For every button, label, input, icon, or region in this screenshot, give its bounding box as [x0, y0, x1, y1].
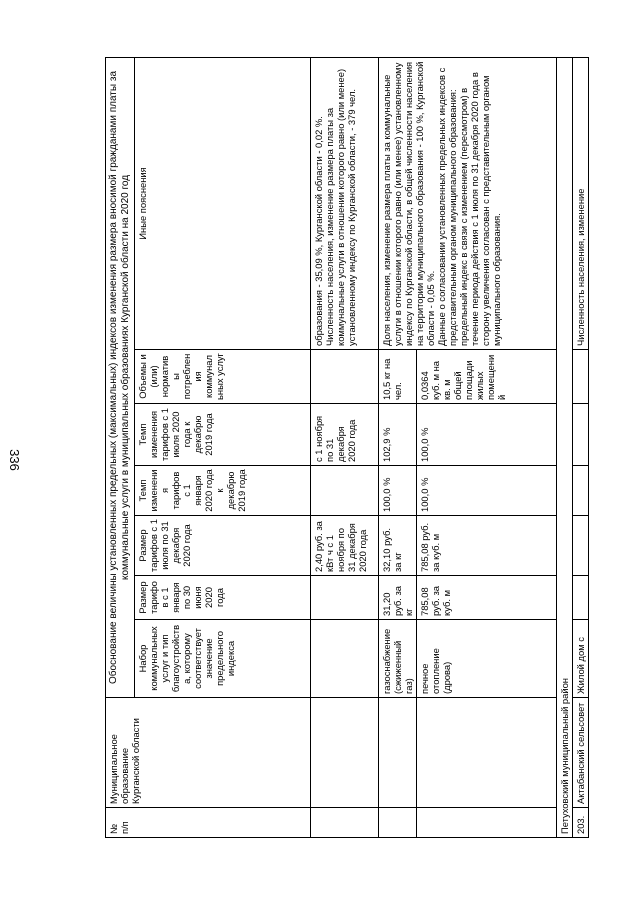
- cell-municipality: [379, 698, 417, 808]
- header-row-1: [106, 57, 135, 837]
- header-volumes: Объемы и (или) нормативы потребления коммунальных услуг: [135, 350, 311, 404]
- cell-services: Жилой дом с: [573, 620, 589, 698]
- cell-num: [417, 808, 557, 838]
- cell-volumes: 0,0364 куб. м на кв. м общей площади жилых помещений: [417, 350, 557, 404]
- cell-municipality: Актабанский сельсовет: [573, 698, 589, 808]
- cell-rate-jul: 102,9 %: [379, 404, 417, 466]
- cell-rate-jan: [311, 466, 379, 516]
- header-tariff-jul: Размер тарифов с 1 июля по 31 декабря 2020 года: [135, 516, 311, 576]
- header-tariff-jan: Размер тарифов с 1 января по 30 июня 2020 года: [135, 576, 311, 620]
- table-row: [573, 57, 589, 837]
- header-num: № п/п: [106, 808, 311, 838]
- cell-services: газоснабжение (сжиженный газ): [379, 620, 417, 698]
- cell-tariff-jul: [573, 516, 589, 576]
- cell-num: 203.: [573, 808, 589, 838]
- header-municipality: Муниципальное образование Курганской области: [106, 698, 311, 808]
- cell-tariff-jul: 785,08 руб. за куб. м: [417, 516, 557, 576]
- cell-tariff-jan: [311, 576, 379, 620]
- district-name: Петуховский муниципальный район: [557, 57, 573, 837]
- table-row: [311, 57, 379, 837]
- cell-services: [311, 620, 379, 698]
- cell-rate-jan: 100,0 %: [417, 466, 557, 516]
- cell-municipality: [311, 698, 379, 808]
- cell-tariff-jan: [573, 576, 589, 620]
- cell-notes: Доля населения, изменение размера платы за коммунальные услуги в отношении которого равно (или менее) установленному индексу по Курганской области, в общей численности населения на территории муниципального образования - 100 %, Курганской области - 0,05 %. Данные о согласовании установленных предельных индексов с представительным органом муниципального образования: предельный индекс в связи с изменением (пересмотром) в течение периода действия с 1 июля по 31 декабря 2020 года в сторону увеличения согласован с представительным органом муниципального образования.: [379, 57, 557, 349]
- page-number: 336: [7, 449, 22, 471]
- cell-tariff-jan: 31,20 руб. за кг: [379, 576, 417, 620]
- cell-rate-jan: [573, 466, 589, 516]
- header-rate-jul: Темп изменения тарифов с 1 июля 2020 года к декабрю 2019 года: [135, 404, 311, 466]
- cell-tariff-jul: 32,10 руб. за кг: [379, 516, 417, 576]
- cell-rate-jul: 100,0 %: [417, 404, 557, 466]
- table-row: [379, 57, 417, 837]
- cell-rate-jul: [573, 404, 589, 466]
- district-row: [557, 57, 573, 837]
- cell-services: печное отопление (дрова): [417, 620, 557, 698]
- cell-num: [311, 808, 379, 838]
- header-notes: Иные пояснения: [135, 57, 311, 349]
- tariff-table: [105, 57, 589, 838]
- cell-num: [379, 808, 417, 838]
- cell-municipality: [417, 698, 557, 808]
- cell-rate-jul: с 1 ноября по 31 декабря 2020 года: [311, 404, 379, 466]
- header-group-title: Обоснование величины установленных предельных (максимальных) индексов изменения размера вносимой гражданами платы за коммунальные услуги в муниципальных образованиях Курганской области на 2020 год: [106, 57, 135, 697]
- cell-tariff-jan: 785,08 руб. за куб. м: [417, 576, 557, 620]
- cell-notes: Численность населения, изменение: [573, 57, 589, 349]
- cell-volumes: 10,5 кг на чел.: [379, 350, 417, 404]
- header-services: Набор коммунальных услуг и тип благоустройства, которому соответствует значение предельного индекса: [135, 620, 311, 698]
- cell-notes: образования - 35,09 %, Курганской области - 0,02 %. Численность населения, изменение размера платы за коммунальные услуги в отношении которого равно (или менее) установленному индексу по Курганской области, - 379 чел.: [311, 57, 379, 349]
- cell-tariff-jul: 2,40 руб. за кВт ч с 1 ноября по 31 декабря 2020 года: [311, 516, 379, 576]
- header-rate-jan: Темп изменения тарифов с 1 января 2020 года к декабрю 2019 года: [135, 466, 311, 516]
- cell-volumes: [311, 350, 379, 404]
- cell-volumes: [573, 350, 589, 404]
- cell-rate-jan: 100,0 %: [379, 466, 417, 516]
- rotated-table-container: [105, 58, 587, 838]
